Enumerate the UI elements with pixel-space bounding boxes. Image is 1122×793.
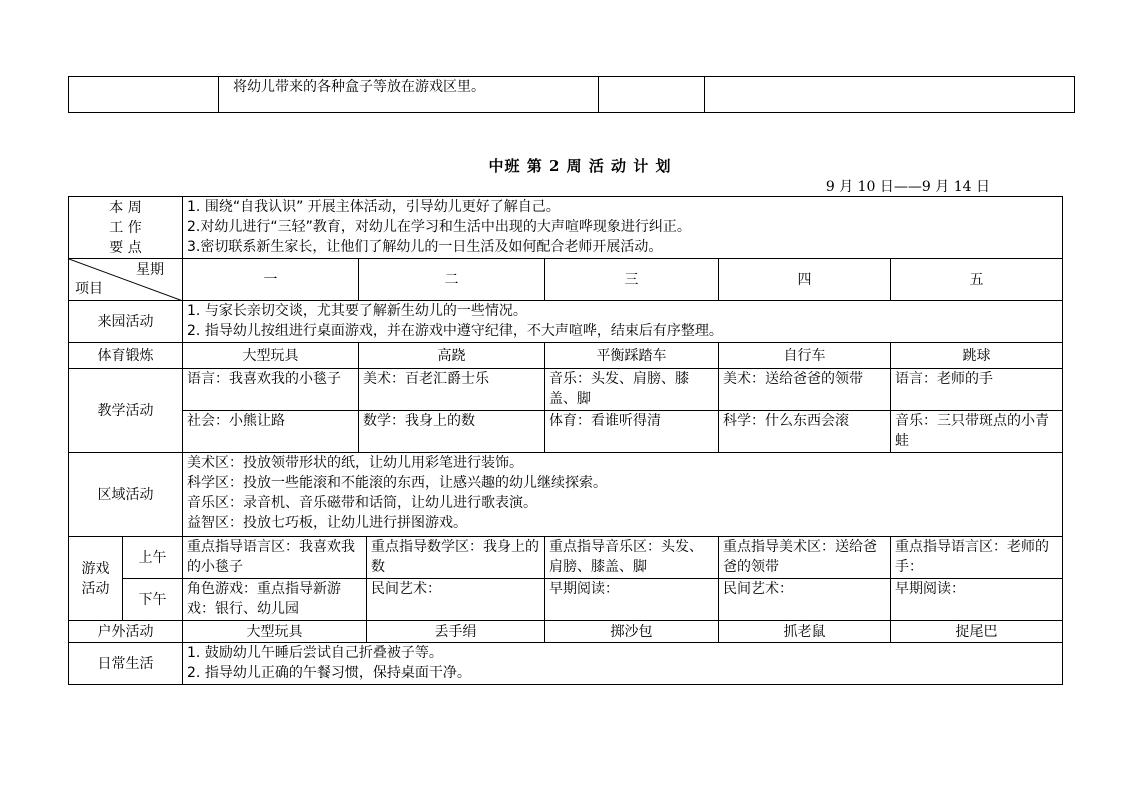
pe-cell: 大型玩具 <box>183 343 359 369</box>
date-range: 9 月 10 日——9 月 14 日 <box>825 179 990 195</box>
day-header: 三 <box>545 259 719 301</box>
focus-label-line: 工 作 <box>109 219 142 236</box>
focus-content <box>183 197 1063 259</box>
area-item: 美术区：投放领带形状的纸，让幼儿用彩笔进行装饰。 <box>187 455 524 471</box>
arrival-content <box>183 301 1063 343</box>
area-label: 区域活动 <box>69 453 183 537</box>
day-header: 五 <box>891 259 1063 301</box>
pe-cell: 跳球 <box>891 343 1063 369</box>
game-am-cell: 重点指导语言区：老师的手： <box>891 537 1063 579</box>
game-am-cell: 重点指导音乐区：头发、肩膀、膝盖、脚 <box>545 537 719 579</box>
prev-cell-empty <box>69 77 219 113</box>
teaching-cell: 美术：百老汇爵士乐 <box>359 369 545 411</box>
day-header: 二 <box>359 259 545 301</box>
focus-item: 2.对幼儿进行“三轻”教育，对幼儿在学习和生活中出现的大声喧哗现象进行纠正。 <box>187 219 691 235</box>
weekday-label: 星期 <box>136 262 165 278</box>
teaching-cell: 音乐：三只带斑点的小青蛙 <box>891 411 1063 453</box>
header-diagonal-cell <box>69 259 183 301</box>
daily-row <box>69 643 1063 685</box>
teaching-row-2 <box>69 411 1063 453</box>
game-am-cell: 重点指导美术区：送给爸爸的领带 <box>719 537 891 579</box>
teaching-cell: 音乐：头发、肩膀、膝盖、脚 <box>545 369 719 411</box>
focus-label-line: 要 点 <box>109 239 142 256</box>
day-header: 一 <box>183 259 359 301</box>
game-label <box>69 537 123 621</box>
outdoor-cell: 掷沙包 <box>545 621 719 643</box>
game-pm-cell: 早期阅读： <box>545 579 719 621</box>
game-pm-row <box>69 579 1063 621</box>
page-title: 中班 第 2 周 活 动 计 划 <box>488 157 672 175</box>
pe-cell: 高跷 <box>359 343 545 369</box>
teaching-row-1 <box>69 369 1063 411</box>
teaching-label: 教学活动 <box>69 369 183 453</box>
item-label: 项目 <box>75 281 103 297</box>
game-pm-cell: 角色游戏：重点指导新游戏：银行、幼儿园 <box>183 579 367 621</box>
day-header: 四 <box>719 259 891 301</box>
pe-cell: 平衡踩踏车 <box>545 343 719 369</box>
game-pm-cell: 民间艺术： <box>719 579 891 621</box>
area-row <box>69 453 1063 537</box>
prev-cell-empty <box>599 77 705 113</box>
arrival-item: 2. 指导幼儿按组进行桌面游戏，并在游戏中遵守纪律，不大声喧哗，结束后有序整理。 <box>187 323 723 339</box>
game-am-label: 上午 <box>123 537 183 579</box>
outdoor-cell: 丢手绢 <box>367 621 545 643</box>
previous-plan-table <box>68 76 1075 113</box>
prev-cell-empty <box>705 77 1075 113</box>
game-pm-label: 下午 <box>123 579 183 621</box>
daily-item: 1. 鼓励幼儿午睡后尝试自己折叠被子等。 <box>187 645 443 661</box>
teaching-cell: 语言：我喜欢我的小毯子 <box>183 369 359 411</box>
game-label-text: 游戏活动 <box>81 560 110 597</box>
area-item: 音乐区：录音机、音乐磁带和话筒，让幼儿进行歌表演。 <box>187 495 538 511</box>
teaching-cell: 数学：我身上的数 <box>359 411 545 453</box>
arrival-label: 来园活动 <box>69 301 183 343</box>
focus-label <box>69 197 183 259</box>
outdoor-cell: 捉尾巴 <box>891 621 1063 643</box>
pe-row <box>69 343 1063 369</box>
outdoor-cell: 抓老鼠 <box>719 621 891 643</box>
game-pm-cell: 早期阅读： <box>891 579 1063 621</box>
area-content <box>183 453 1063 537</box>
arrival-row <box>69 301 1063 343</box>
teaching-cell: 社会：小熊让路 <box>183 411 359 453</box>
game-am-cell: 重点指导语言区：我喜欢我的小毯子 <box>183 537 367 579</box>
teaching-cell: 美术：送给爸爸的领带 <box>719 369 891 411</box>
daily-item: 2. 指导幼儿正确的午餐习惯，保持桌面干净。 <box>187 665 471 681</box>
weekly-plan-table <box>68 196 1063 685</box>
focus-row <box>69 197 1063 259</box>
focus-item: 3.密切联系新生家长，让他们了解幼儿的一日生活及如何配合老师开展活动。 <box>187 239 663 255</box>
pe-label: 体育锻炼 <box>69 343 183 369</box>
outdoor-cell: 大型玩具 <box>183 621 367 643</box>
header-row <box>69 259 1063 301</box>
area-item: 科学区：投放一些能滚和不能滚的东西，让感兴趣的幼儿继续探索。 <box>187 475 608 491</box>
teaching-cell: 科学：什么东西会滚 <box>719 411 891 453</box>
daily-content <box>183 643 1063 685</box>
daily-label: 日常生活 <box>69 643 183 685</box>
outdoor-row <box>69 621 1063 643</box>
focus-label-line: 本 周 <box>109 199 142 216</box>
game-am-cell: 重点指导数学区：我身上的数 <box>367 537 545 579</box>
prev-cell-text: 将幼儿带来的各种盒子等放在游戏区里。 <box>219 77 599 113</box>
area-item: 益智区：投放七巧板，让幼儿进行拼图游戏。 <box>187 515 468 531</box>
pe-cell: 自行车 <box>719 343 891 369</box>
outdoor-label: 户外活动 <box>69 621 183 643</box>
game-am-row <box>69 537 1063 579</box>
focus-item: 1. 围绕“自我认识” 开展主体活动，引导幼儿更好了解自己。 <box>187 199 560 215</box>
teaching-cell: 语言：老师的手 <box>891 369 1063 411</box>
game-pm-cell: 民间艺术： <box>367 579 545 621</box>
arrival-item: 1. 与家长亲切交谈，尤其要了解新生幼儿的一些情况。 <box>187 303 527 319</box>
teaching-cell: 体育：看谁听得清 <box>545 411 719 453</box>
